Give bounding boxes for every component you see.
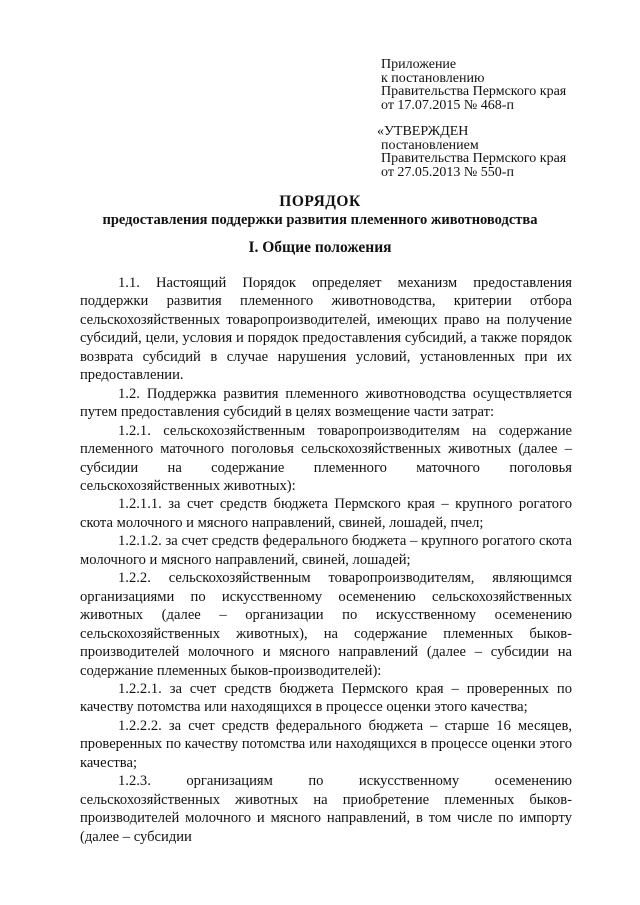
- approval-line: постановлением: [381, 137, 479, 153]
- document-subtitle: предоставления поддержки развития племенного животноводства: [102, 212, 538, 228]
- approval-line: «УТВЕРЖДЕН: [377, 124, 469, 139]
- paragraph-1-2-2-2: 1.2.2.2. за счет средств федерального бюджета – старше 16 месяцев, проверенных по качеству потомства или находящихся в процессе оценки этого качества;: [80, 717, 572, 771]
- approval-header: [377, 124, 567, 180]
- document-body: [80, 274, 572, 846]
- approval-line: от 27.05.2013 № 550-п: [381, 164, 514, 180]
- paragraph-1-2-1-1: 1.2.1.1. за счет средств бюджета Пермского края – крупного рогатого скота молочного и мясного направлений, свиней, лошадей, пчел;: [80, 496, 572, 531]
- paragraph-1-1: 1.1. Настоящий Порядок определяет механизм предоставления поддержки развития племенного животноводства, критерии отбора сельскохозяйственных товаропроизводителей, имеющих право на получение субсидий, цели, условия и порядок предоставления субсидий, а также порядок возврата субсидий в случае нарушения условий, установленных при их предоставлении.: [80, 275, 572, 384]
- paragraph-1-2-2: 1.2.2. сельскохозяйственным товаропроизводителям, являющимся организациями по искусственному осеменению сельскохозяйственных животных (далее – организации по искусственному осеменению сельскохозяйственных животных), на содержание племенных быков-производителей молочного и мясного направлений (далее – субсидии на содержание племенных быков-производителей):: [80, 570, 572, 679]
- appendix-line: от 17.07.2015 № 468-п: [381, 97, 514, 113]
- appendix-line: Правительства Пермского края: [381, 84, 567, 99]
- approval-line: Правительства Пермского края: [381, 151, 567, 166]
- section-heading: I. Общие положения: [248, 239, 392, 256]
- paragraph-1-2-3: 1.2.3. организациям по искусственному осеменению сельскохозяйственных животных на приобретение племенных быков-производителей молочного и мясного направлений, в том числе по импорту (далее – субсидии: [80, 773, 572, 845]
- paragraph-1-2-1-2: 1.2.1.2. за счет средств федерального бюджета – крупного рогатого скота молочного и мясного направлений, свиней, лошадей;: [80, 533, 572, 568]
- paragraph-1-2-1: 1.2.1. сельскохозяйственным товаропроизводителям на содержание племенного маточного поголовья сельскохозяйственных животных (далее – субсидии на содержание племенного маточного поголовья сельскохозяйственных животных):: [80, 422, 572, 494]
- paragraph-1-2: 1.2. Поддержка развития племенного животноводства осуществляется путем предоставления субсидий в целях возмещение части затрат:: [80, 385, 572, 421]
- paragraph-1-2-2-1: 1.2.2.1. за счет средств бюджета Пермского края – проверенных по качеству потомства или находящихся в процессе оценки этого качества;: [80, 680, 572, 716]
- appendix-line: Приложение: [381, 57, 457, 72]
- appendix-header: [381, 58, 566, 112]
- appendix-line: к постановлению: [381, 70, 485, 86]
- document-title: ПОРЯДОК: [279, 193, 361, 210]
